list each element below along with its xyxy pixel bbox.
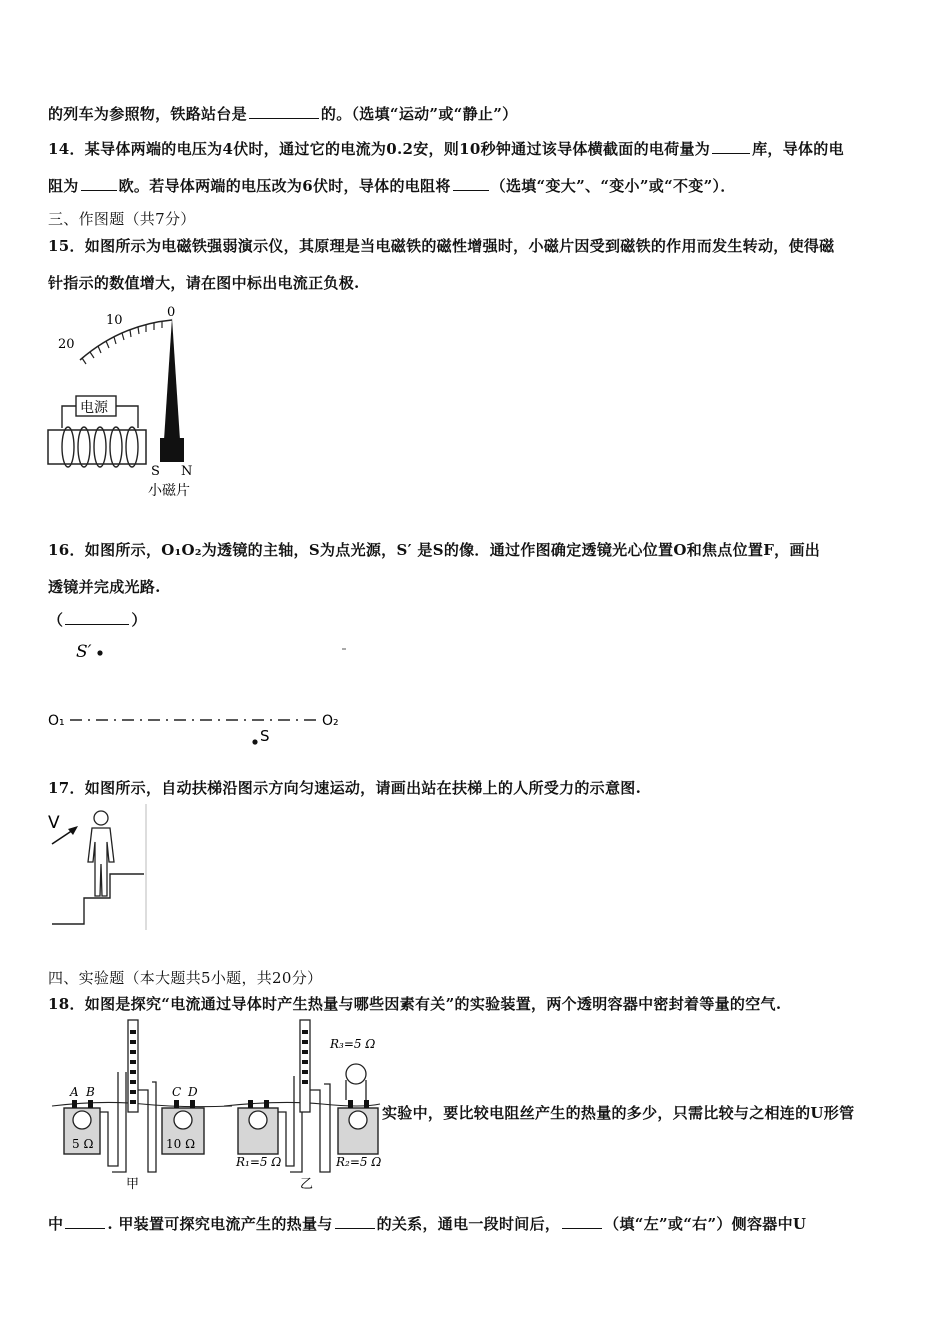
scale-label-20: 20 [58, 337, 75, 352]
scale-label-10: 10 [106, 313, 123, 328]
scale-label-0: 0 [167, 305, 176, 320]
apparatus-jia [52, 1020, 232, 1192]
u-tube-right [138, 1082, 156, 1172]
terminal-d: D [188, 1085, 198, 1099]
terminal-b: B [86, 1085, 95, 1099]
question-18-line-3 [48, 1213, 806, 1234]
resistor-coil-r1 [249, 1111, 267, 1129]
light-source-point [252, 739, 257, 744]
text-segment: 库，导体的电 [752, 140, 844, 158]
question-15-line-2: 针指示的数值增大，请在图中标出电流正负极. [48, 274, 360, 292]
arrowhead [68, 826, 78, 835]
question-16-line-2: 透镜并完成光路. [48, 578, 161, 596]
apparatus-label-jia: 甲 [126, 1177, 140, 1192]
magnet-needle [164, 318, 180, 440]
question-18-line-1: 18．如图是探究“电流通过导体时产生热量与哪些因素有关”的实验装置，两个透明容器中密封着等量的空气. [48, 995, 782, 1013]
figure-escalator [44, 802, 154, 932]
resistor-coil-left [73, 1111, 91, 1129]
small-magnet-caption: 小磁片 [148, 483, 190, 499]
pole-s-label: S [151, 464, 160, 479]
resistance-label-left: 5 Ω [72, 1137, 94, 1151]
u-tube-yi-a [278, 1076, 294, 1166]
resistance-label-r3: R₃=5 Ω [330, 1037, 376, 1051]
figure-lens-axis [40, 635, 360, 750]
terminal-c: C [172, 1085, 182, 1099]
u-tube-left-b [112, 1072, 126, 1172]
resistance-label-r1: R₁=5 Ω [236, 1155, 282, 1169]
answer-blank[interactable] [453, 176, 489, 191]
resistance-label-right: 10 Ω [166, 1137, 196, 1151]
question-15-line-1: 15．如图所示为电磁铁强弱演示仪，其原理是当电磁铁的磁性增强时，小磁片因受到磁铁的作用而发生转动，使得磁 [48, 237, 835, 255]
text-segment: 的关系，通电一段时间后， [376, 1215, 561, 1233]
power-source-label: 电源 [80, 400, 108, 416]
section-3-heading: 三、作图题（共7分） [48, 210, 196, 228]
wire-jia [52, 1102, 232, 1106]
text-segment: 中 [48, 1215, 64, 1233]
image-point-label: S′ [76, 642, 92, 662]
bracket-left: （ [48, 611, 64, 629]
bracket-right: ） [131, 611, 147, 629]
answer-blank[interactable] [65, 610, 129, 625]
resistor-coil-r3 [346, 1064, 366, 1084]
text-segment: . 甲装置可探究电流产生的热量与 [107, 1215, 333, 1233]
question-14-line-2 [48, 175, 736, 196]
text-segment: 欧。若导体两端的电压改为6伏时，导体的电阻将 [118, 177, 451, 195]
resistor-coil-right [174, 1111, 192, 1129]
text-segment: （填“左”或“右”）侧容器中U [604, 1215, 807, 1233]
terminal-a: A [70, 1085, 79, 1099]
text-segment: 的。（选填“运动”或“静止”） [320, 105, 518, 123]
axis-end-o1: O₁ [48, 713, 65, 729]
answer-blank[interactable] [65, 1214, 105, 1229]
question-18-line-2: 实验中，要比较电阻丝产生的热量的多少，只需比较与之相连的U形管 [382, 1104, 855, 1122]
answer-blank[interactable] [81, 176, 117, 191]
axis-end-o2: O₂ [322, 713, 339, 729]
answer-blank[interactable] [249, 104, 319, 119]
section-4-heading: 四、实验题（本大题共5小题，共20分） [48, 969, 323, 987]
text-segment: （选填“变大”、“变小”或“不变”）． [490, 177, 736, 195]
wire-right [116, 406, 138, 428]
resistance-label-r2: R₂=5 Ω [336, 1155, 382, 1169]
pole-n-label: N [181, 464, 193, 479]
question-16-answer [48, 609, 147, 630]
answer-blank[interactable] [712, 139, 750, 154]
apparatus-yi [224, 1020, 381, 1192]
image-point [97, 650, 102, 655]
u-tube-left-a [100, 1072, 118, 1166]
figure-electromagnet-demonstrator [40, 300, 220, 500]
coil-windings [62, 427, 138, 467]
question-17: 17．如图所示，自动扶梯沿图示方向匀速运动，请画出站在扶梯上的人所受力的示意图. [48, 779, 642, 797]
text-segment: 的列车为参照物，铁路站台是 [48, 105, 247, 123]
velocity-label: V [48, 813, 60, 833]
light-source-label: S [260, 727, 270, 745]
apparatus-label-yi: 乙 [300, 1177, 314, 1192]
small-magnet [160, 438, 184, 462]
answer-blank[interactable] [335, 1214, 375, 1229]
resistor-coil-r2 [349, 1111, 367, 1129]
question-16-line-1: 16．如图所示，O₁O₂为透镜的主轴，S为点光源，S′ 是S的像．通过作图确定透镜光心位置O和焦点位置F，画出 [48, 541, 821, 559]
question-14-line-1 [48, 138, 844, 159]
text-segment: 14．某导体两端的电压为4伏时，通过它的电流为0.2安，则10秒钟通过该导体横截面的电荷量为 [48, 140, 711, 158]
text-line-1 [48, 103, 517, 124]
u-tube-yi-c [310, 1084, 330, 1172]
figure-joule-heating-apparatus [42, 1020, 382, 1195]
scale-arc [80, 320, 172, 360]
text-segment: 阻为 [48, 177, 79, 195]
wire-left [62, 406, 76, 428]
answer-blank[interactable] [562, 1214, 602, 1229]
